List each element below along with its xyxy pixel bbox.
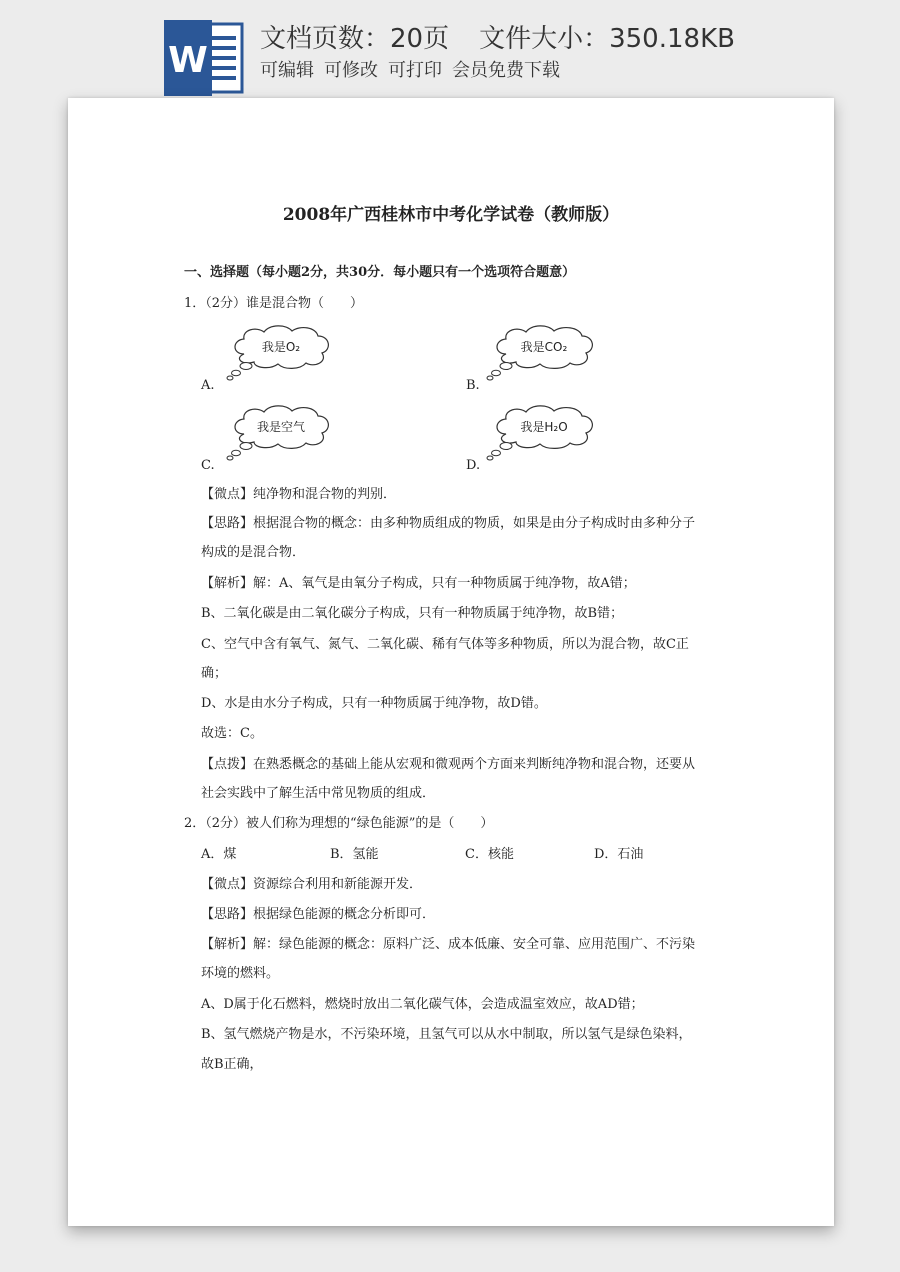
file-size: 文件大小：350.18KB — [479, 24, 735, 54]
file-info — [260, 18, 735, 55]
q1-approach: 【思路】根据混合物的概念：由多种物质组成的物质，如果是由分子构成时由多种分子 — [201, 516, 696, 531]
feature-list — [260, 56, 570, 82]
bubble-b-text: 我是CO₂ — [520, 340, 568, 354]
feature-editable: 可编辑 — [260, 60, 314, 81]
question-1-stem: 1．（2分）谁是混合物（ ） — [184, 296, 364, 311]
thought-bubble-d — [486, 404, 598, 462]
q2-analysis-b-cont: 故B正确， — [201, 1057, 263, 1072]
option-b-letter: B. — [466, 378, 480, 393]
q1-comment: 【点拨】在熟悉概念的基础上能从宏观和微观两个方面来判断纯净物和混合物，还要从 — [201, 757, 696, 772]
bubble-d-text: 我是H₂O — [520, 420, 568, 434]
bubble-c-text: 我是空气 — [256, 420, 306, 434]
page-title: 2008年广西桂林市中考化学试卷（教师版） — [282, 205, 620, 225]
question-2-stem: 2．（2分）被人们称为理想的“绿色能源”的是（ ） — [184, 816, 494, 831]
q2-point: 【微点】资源综合利用和新能源开发． — [201, 877, 423, 892]
q2-choice-b: B．氢能 — [330, 847, 379, 862]
feature-printable: 可打印 — [388, 60, 442, 81]
document-page — [68, 98, 834, 1226]
section-heading: 一、选择题（每小题2分，共30分．每小题只有一个选项符合题意） — [184, 265, 576, 280]
option-c-letter: C. — [201, 458, 215, 473]
q2-analysis: 【解析】解：绿色能源的概念：原料广泛、成本低廉、安全可靠、应用范围广、不污染 — [201, 937, 696, 952]
q2-choice-c: C．核能 — [465, 847, 514, 862]
q2-analysis-b: B、氢气燃烧产物是水，不污染环境，且氢气可以从水中制取，所以氢气是绿色染料， — [201, 1027, 692, 1042]
thought-bubble-c — [226, 404, 334, 462]
q1-approach-cont: 构成的是混合物． — [201, 545, 306, 560]
feature-member-download: 会员免费下载 — [452, 60, 560, 81]
q1-point: 【微点】纯净物和混合物的判别． — [201, 487, 397, 502]
q2-choice-d: D．石油 — [594, 847, 644, 862]
q1-analysis: 【解析】解：A、氧气是由氧分子构成，只有一种物质属于纯净物，故A错； — [201, 576, 636, 591]
q2-analysis-ad: A、D属于化石燃料，燃烧时放出二氧化碳气体，会造成温室效应，故AD错； — [201, 997, 644, 1012]
bubble-a-text: 我是O₂ — [261, 340, 301, 354]
q1-answer: 故选：C。 — [201, 726, 263, 741]
option-a-letter: A. — [201, 378, 215, 393]
svg-text:W: W — [168, 40, 208, 81]
q1-comment-cont: 社会实践中了解生活中常见物质的组成． — [201, 786, 436, 801]
q1-analysis-d: D、水是由水分子构成，只有一种物质属于纯净物，故D错。 — [201, 696, 547, 711]
q1-analysis-b: B、二氧化碳是由二氧化碳分子构成，只有一种物质属于纯净物，故B错； — [201, 606, 624, 621]
q2-choice-a: A．煤 — [201, 847, 237, 862]
download-banner — [0, 0, 900, 100]
q1-analysis-c-cont: 确； — [201, 666, 228, 681]
q2-analysis-cont: 环境的燃料。 — [201, 966, 280, 981]
word-document-icon — [164, 20, 244, 96]
feature-modifiable: 可修改 — [324, 60, 378, 81]
thought-bubble-b — [486, 324, 598, 382]
option-d-letter: D. — [466, 458, 481, 473]
q1-analysis-c: C、空气中含有氧气、氮气、二氧化碳、稀有气体等多种物质，所以为混合物，故C正 — [201, 637, 689, 652]
q2-approach: 【思路】根据绿色能源的概念分析即可． — [201, 907, 436, 922]
thought-bubble-a — [226, 324, 334, 382]
page-count: 文档页数：20页 — [260, 24, 450, 54]
